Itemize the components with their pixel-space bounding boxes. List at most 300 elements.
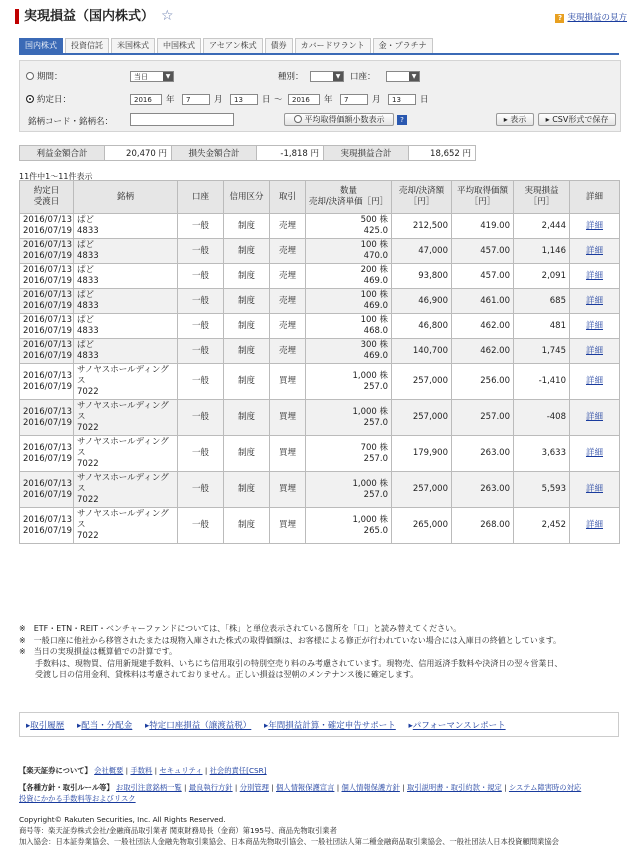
footer-link[interactable]: 最良執行方針	[188, 783, 233, 792]
cell-dates	[20, 436, 74, 472]
from-month-value: 7	[186, 96, 191, 104]
cell-pl-pl: 1,146	[541, 245, 566, 256]
cell-avg	[452, 364, 514, 400]
cell-dates	[20, 289, 74, 314]
cell-pl	[514, 314, 570, 339]
detail-link-detail[interactable]: 詳細	[585, 295, 603, 306]
cell-type	[270, 339, 306, 364]
from-day-value: 13	[234, 96, 243, 104]
cell-avg	[452, 472, 514, 508]
table-row	[20, 339, 620, 364]
cell-amount-amount: 47,000	[418, 245, 448, 256]
arrow-icon: ▸	[145, 721, 150, 731]
cell-security	[74, 436, 178, 472]
cell-dates-settle_date: 2016/07/19	[23, 453, 72, 464]
question-icon[interactable]: ?	[397, 115, 407, 125]
cell-security-code: 4833	[77, 326, 99, 336]
detail-link-detail[interactable]: 詳細	[585, 345, 603, 356]
cell-dates-trade_date: 2016/07/13	[23, 478, 72, 489]
to-day-select[interactable]	[388, 94, 416, 105]
cell-account-account: 一般	[191, 320, 209, 331]
table-row	[20, 508, 620, 544]
detail-link[interactable]	[570, 436, 620, 472]
cell-margin	[224, 289, 270, 314]
cell-security	[74, 314, 178, 339]
cell-amount	[392, 472, 452, 508]
arrow-icon: ▸	[408, 721, 413, 731]
cell-avg-avg: 263.00	[480, 484, 510, 494]
header-avg-price: 平均取得価額 ［円］	[452, 181, 514, 214]
table-row	[20, 289, 620, 314]
cell-pl-pl: 5,593	[541, 484, 566, 494]
help-link[interactable]	[555, 11, 627, 23]
cell-margin	[224, 364, 270, 400]
tab-china-stock[interactable]: 中国株式	[157, 38, 201, 54]
cell-qty-price-price: 469.0	[363, 301, 388, 311]
cell-amount	[392, 289, 452, 314]
table-row	[20, 436, 620, 472]
cell-account-account: 一般	[191, 295, 209, 306]
cell-security	[74, 472, 178, 508]
cell-account	[178, 289, 224, 314]
detail-link-detail[interactable]: 詳細	[585, 520, 603, 530]
table-row	[20, 314, 620, 339]
favorite-star-icon[interactable]: ☆	[161, 8, 174, 24]
footer-link[interactable]: 社会的責任[CSR]	[209, 766, 267, 775]
show-button-label: 表示	[510, 115, 527, 124]
product-tabs	[19, 38, 435, 53]
cell-security-name: ぱど	[77, 240, 95, 250]
to-year-value: 2016	[292, 96, 310, 104]
cell-qty-price-qty: 1,000 株	[352, 478, 388, 489]
cell-qty-price-qty: 100 株	[360, 240, 388, 250]
header-name: 銘柄	[74, 181, 178, 214]
header-qty-price: 数量 売却/決済単価［円］	[306, 181, 392, 214]
arrow-icon: ▸	[264, 721, 269, 731]
cell-pl	[514, 436, 570, 472]
cell-avg-avg: 263.00	[480, 448, 510, 458]
cell-type	[270, 472, 306, 508]
cell-account-account: 一般	[191, 412, 209, 422]
from-month-select[interactable]	[182, 94, 210, 105]
cell-security	[74, 214, 178, 239]
detail-link[interactable]	[570, 264, 620, 289]
footer-link[interactable]: 会社概要	[94, 766, 124, 775]
cell-dates	[20, 264, 74, 289]
cell-type	[270, 214, 306, 239]
cell-type-type: 買埋	[278, 412, 296, 422]
date-radio-row[interactable]	[26, 93, 71, 105]
cell-security-code: 7022	[77, 531, 99, 541]
realized-pl-table	[19, 180, 620, 544]
date-label: 約定日：	[37, 95, 72, 105]
code-label: 銘柄コード・銘柄名：	[28, 117, 114, 127]
total-value: 18,652 円	[409, 146, 476, 161]
cell-qty-price	[306, 264, 392, 289]
cell-qty-price	[306, 364, 392, 400]
cell-qty-price-qty: 200 株	[360, 265, 388, 275]
cell-security	[74, 264, 178, 289]
note-line: ※ ETF・ETN・REIT・ベンチャーファンドについては、「株」と単位表示されている箇所を「口」と読み替えてください。	[19, 624, 462, 633]
cell-dates	[20, 339, 74, 364]
cell-margin-margin: 制度	[237, 376, 255, 386]
footer-link[interactable]: 投資にかかる手数料等およびリスク	[19, 794, 136, 803]
cell-margin-margin: 制度	[237, 345, 255, 356]
detail-link-detail[interactable]: 詳細	[585, 412, 603, 422]
cell-amount-amount: 257,000	[412, 412, 448, 422]
year-unit: 年	[324, 95, 333, 105]
notes	[19, 623, 624, 681]
cell-qty-price-qty: 1,000 株	[352, 370, 388, 381]
detail-link[interactable]	[570, 239, 620, 264]
tab-gold-platinum[interactable]: 金・プラチナ	[373, 38, 433, 54]
cell-dates-trade_date: 2016/07/13	[23, 290, 72, 300]
cell-avg	[452, 436, 514, 472]
cell-qty-price-price: 468.0	[363, 326, 388, 336]
tab-mutual-fund[interactable]: 投資信託	[65, 38, 109, 54]
cell-pl	[514, 400, 570, 436]
detail-link-detail[interactable]: 詳細	[585, 270, 603, 281]
cell-amount-amount: 93,800	[418, 270, 448, 281]
cell-qty-price-price: 470.0	[363, 251, 388, 261]
cell-amount-amount: 265,000	[412, 520, 448, 530]
table-row	[20, 264, 620, 289]
cell-pl-pl: 685	[549, 295, 566, 306]
cell-security	[74, 364, 178, 400]
cell-amount	[392, 214, 452, 239]
cell-avg-avg: 257.00	[480, 412, 510, 422]
footer-link[interactable]: 取引説明書・取引約款・規定	[406, 783, 502, 792]
header-detail: 詳細	[570, 181, 620, 214]
cell-qty-price	[306, 400, 392, 436]
footer-policy-label: 【各種方針・取引ルール等】	[19, 783, 114, 792]
cell-margin	[224, 508, 270, 544]
cell-dates-settle_date: 2016/07/19	[23, 489, 72, 500]
cell-account	[178, 339, 224, 364]
cell-amount-amount: 140,700	[412, 345, 448, 356]
cell-qty-price	[306, 508, 392, 544]
cell-account	[178, 472, 224, 508]
association-info: 加入協会：日本証券業協会、一般社団法人金融先物取引業協会、日本商品先物取引協会、一般社団法人第二種金融商品取引業協会、一般社団法人日本投資顧問業協会	[19, 837, 559, 846]
detail-link[interactable]	[570, 472, 620, 508]
cell-type	[270, 508, 306, 544]
tab-domestic-stock[interactable]: 国内株式	[19, 38, 63, 54]
month-unit: 月	[214, 95, 223, 105]
to-month-value: 7	[344, 96, 349, 104]
tab-covered-warrant[interactable]: カバードワラント	[295, 38, 371, 54]
table-row	[20, 472, 620, 508]
csv-button-label: CSV形式で保存	[552, 115, 609, 124]
cell-qty-price	[306, 214, 392, 239]
cell-qty-price	[306, 314, 392, 339]
avg-decimal-label: 平均取得価額小数表示	[304, 115, 385, 124]
detail-link-detail[interactable]: 詳細	[585, 320, 603, 331]
tab-us-stock[interactable]: 米国株式	[111, 38, 155, 54]
link-dividends[interactable]: 配当・分配金	[81, 721, 133, 731]
cell-avg-avg: 461.00	[480, 295, 510, 306]
cell-pl	[514, 239, 570, 264]
cell-dates-trade_date: 2016/07/13	[23, 265, 72, 275]
cell-dates	[20, 214, 74, 239]
cell-security-name: ぱど	[77, 265, 95, 275]
cell-pl-pl: 481	[549, 320, 566, 331]
detail-link-detail[interactable]: 詳細	[585, 245, 603, 256]
link-performance-report[interactable]: パフォーマンスレポート	[412, 721, 506, 731]
cell-qty-price-price: 257.0	[363, 417, 388, 428]
cell-avg-avg: 457.00	[480, 245, 510, 256]
avg-decimal-button[interactable]	[284, 113, 394, 126]
detail-link[interactable]	[570, 508, 620, 544]
cell-qty-price-qty: 700 株	[360, 442, 388, 453]
loss-label: 損失金額合計	[172, 146, 257, 161]
footer-link[interactable]: 分別管理	[239, 783, 269, 792]
search-panel	[19, 60, 621, 132]
account-select[interactable]	[386, 71, 420, 82]
cell-avg	[452, 264, 514, 289]
footer-policy-row: 【各種方針・取引ルール等】 お取引注意銘柄一覧 | 最良執行方針 | 分別管理 | 個人情報保護宣言 | 個人情報保護方針 | 取引説明書・取引約款・規定 | システム障害時の対応 投資にかかる手数料等およびリスク	[19, 783, 582, 803]
type-select[interactable]	[310, 71, 344, 82]
note-line: 手数料は、現物買、信用新規建手数料、いちにち信用取引の特別空売り料のみ考慮されています。現物売、信用返済手数料や決済日の翌々営業日、	[19, 658, 563, 668]
detail-link[interactable]	[570, 364, 620, 400]
cell-security-name: サノヤスホールディングス	[77, 437, 169, 458]
csv-save-button[interactable]: ▸ CSV形式で保存	[538, 113, 616, 126]
cell-dates-settle_date: 2016/07/19	[23, 525, 72, 536]
license-info: 商号等：楽天証券株式会社/金融商品取引業者 関東財務局長（金商）第195号、商品先物取引業者	[19, 826, 337, 835]
cell-qty-price-qty: 100 株	[360, 290, 388, 300]
month-unit: 月	[372, 95, 381, 105]
cell-qty-price-qty: 500 株	[360, 215, 388, 225]
footer	[19, 765, 624, 847]
tab-bond[interactable]: 債券	[265, 38, 293, 54]
cell-margin-margin: 制度	[237, 484, 255, 494]
to-day-value: 13	[392, 96, 401, 104]
cell-avg	[452, 314, 514, 339]
cell-pl-pl: -408	[546, 412, 566, 422]
cell-dates-trade_date: 2016/07/13	[23, 215, 72, 225]
header-amount: 売却/決済額 ［円］	[392, 181, 452, 214]
cell-margin	[224, 436, 270, 472]
cell-qty-price-price: 257.0	[363, 453, 388, 464]
cell-margin	[224, 472, 270, 508]
table-header-row	[20, 181, 620, 214]
cell-qty-price	[306, 289, 392, 314]
cell-dates-trade_date: 2016/07/13	[23, 442, 72, 453]
cell-account	[178, 436, 224, 472]
cell-margin	[224, 264, 270, 289]
cell-dates-trade_date: 2016/07/13	[23, 340, 72, 350]
cell-dates-settle_date: 2016/07/19	[23, 251, 72, 261]
cell-dates	[20, 472, 74, 508]
cell-security-name: ぱど	[77, 290, 95, 300]
cell-qty-price-price: 425.0	[363, 226, 388, 236]
related-links-bar	[19, 712, 619, 737]
table-body	[20, 214, 620, 544]
show-button[interactable]: ▸ 表示	[496, 113, 534, 126]
cell-pl-pl: 2,091	[541, 270, 566, 281]
type-label: 種別：	[278, 72, 304, 82]
cell-margin	[224, 400, 270, 436]
header-account: 口座	[178, 181, 224, 214]
cell-qty-price	[306, 472, 392, 508]
cell-pl-pl: 2,444	[541, 220, 566, 231]
cell-security-code: 7022	[77, 495, 99, 505]
cell-amount	[392, 436, 452, 472]
detail-link-detail[interactable]: 詳細	[585, 448, 603, 458]
table-row	[20, 214, 620, 239]
cell-dates-settle_date: 2016/07/19	[23, 351, 72, 361]
loss-value: -1,818 円	[257, 146, 324, 161]
period-label: 期間：	[37, 72, 63, 82]
cell-avg	[452, 339, 514, 364]
page-title: 実現損益（国内株式）	[15, 9, 154, 24]
cell-security-name: ぱど	[77, 340, 95, 350]
link-annual-pl[interactable]: 年間損益計算・確定申告サポート	[268, 721, 396, 731]
help-link-text: 実現損益の見方	[567, 13, 627, 23]
cell-pl-pl: 3,633	[541, 448, 566, 458]
cell-amount	[392, 339, 452, 364]
cell-qty-price-price: 265.0	[363, 525, 388, 536]
cell-account-account: 一般	[191, 245, 209, 256]
detail-link[interactable]	[570, 214, 620, 239]
cell-dates-settle_date: 2016/07/19	[23, 326, 72, 336]
cell-qty-price-qty: 1,000 株	[352, 406, 388, 417]
date-radio[interactable]	[26, 95, 34, 103]
help-icon: ?	[555, 14, 564, 23]
cell-qty-price-price: 257.0	[363, 489, 388, 500]
to-month-select[interactable]	[340, 94, 368, 105]
cell-dates	[20, 314, 74, 339]
cell-type-type: 売埋	[278, 270, 296, 281]
cell-amount-amount: 179,900	[412, 448, 448, 458]
arrow-icon: ▸	[26, 721, 31, 731]
cell-margin	[224, 339, 270, 364]
detail-link-detail[interactable]: 詳細	[585, 484, 603, 494]
detail-link-detail[interactable]: 詳細	[585, 220, 603, 231]
detail-link[interactable]	[570, 339, 620, 364]
cell-security-name: ぱど	[77, 315, 95, 325]
cell-security	[74, 239, 178, 264]
detail-link[interactable]	[570, 289, 620, 314]
cell-security-name: サノヤスホールディングス	[77, 401, 169, 422]
cell-security-code: 4833	[77, 276, 99, 286]
tab-asean-stock[interactable]: アセアン株式	[203, 38, 263, 54]
cell-security-code: 4833	[77, 351, 99, 361]
title-bar	[15, 6, 627, 28]
footer-link[interactable]: 個人情報保護方針	[341, 783, 400, 792]
cell-qty-price-qty: 300 株	[360, 340, 388, 350]
footer-link[interactable]: セキュリティ	[159, 766, 203, 775]
cell-pl-pl: 2,452	[541, 520, 566, 530]
cell-amount	[392, 400, 452, 436]
note-line: ※ 当日の実現損益は概算値での計算です。	[19, 647, 178, 656]
footer-about-row: 【楽天証券について】 会社概要 | 手数料 | セキュリティ | 社会的責任[CSR]	[19, 766, 267, 775]
day-unit: 日	[420, 95, 429, 105]
profit-value: 20,470 円	[105, 146, 172, 161]
cell-account-account: 一般	[191, 376, 209, 386]
period-radio[interactable]	[26, 72, 34, 80]
cell-type-type: 売埋	[278, 220, 296, 231]
header-trade-date: 約定日 受渡日	[20, 181, 74, 214]
cell-security-code: 7022	[77, 387, 99, 397]
period-select[interactable]	[130, 71, 174, 82]
footer-link[interactable]: システム障害時の対応	[508, 783, 582, 792]
cell-margin-margin: 制度	[237, 412, 255, 422]
cell-dates-settle_date: 2016/07/19	[23, 276, 72, 286]
cell-security-code: 7022	[77, 423, 99, 433]
link-specific-account[interactable]: 特定口座損益（譲渡益税）	[149, 721, 252, 731]
cell-account-account: 一般	[191, 220, 209, 231]
cell-account-account: 一般	[191, 520, 209, 530]
header-realized-pl: 実現損益 ［円］	[514, 181, 570, 214]
cell-margin-margin: 制度	[237, 245, 255, 256]
cell-avg-avg: 268.00	[480, 520, 510, 530]
cell-avg	[452, 214, 514, 239]
cell-pl	[514, 472, 570, 508]
cell-avg	[452, 289, 514, 314]
cell-type-type: 買埋	[278, 484, 296, 494]
cell-avg-avg: 419.00	[480, 220, 510, 231]
detail-link-detail[interactable]: 詳細	[585, 376, 603, 386]
cell-security-name: サノヤスホールディングス	[77, 365, 169, 386]
cell-account	[178, 314, 224, 339]
cell-type	[270, 289, 306, 314]
cell-margin-margin: 制度	[237, 295, 255, 306]
cell-dates-trade_date: 2016/07/13	[23, 406, 72, 417]
cell-type-type: 買埋	[278, 520, 296, 530]
table-row	[20, 400, 620, 436]
cell-amount-amount: 257,000	[412, 484, 448, 494]
cell-amount-amount: 46,900	[418, 295, 448, 306]
cell-type-type: 売埋	[278, 295, 296, 306]
detail-link[interactable]	[570, 400, 620, 436]
cell-security-name: サノヤスホールディングス	[77, 509, 169, 530]
detail-link[interactable]	[570, 314, 620, 339]
arrow-icon: ▸	[77, 721, 82, 731]
day-unit: 日	[262, 95, 271, 105]
cell-pl	[514, 339, 570, 364]
cell-dates-trade_date: 2016/07/13	[23, 240, 72, 250]
footer-link[interactable]: お取引注意銘柄一覧	[116, 783, 182, 792]
cell-qty-price-price: 469.0	[363, 276, 388, 286]
cell-dates	[20, 364, 74, 400]
from-day-select[interactable]	[230, 94, 258, 105]
period-select-value: 当日	[134, 73, 148, 81]
footer-link[interactable]: 個人情報保護宣言	[276, 783, 335, 792]
summary-table	[19, 145, 476, 161]
from-year-select[interactable]	[130, 94, 162, 105]
cell-type	[270, 314, 306, 339]
cell-type	[270, 400, 306, 436]
cell-dates	[20, 239, 74, 264]
cell-type-type: 売埋	[278, 320, 296, 331]
year-unit: 年	[166, 95, 175, 105]
cell-amount	[392, 364, 452, 400]
cell-dates-trade_date: 2016/07/13	[23, 514, 72, 525]
link-trade-history[interactable]: 取引履歴	[30, 721, 65, 731]
cell-pl	[514, 264, 570, 289]
cell-pl-pl: -1,410	[538, 376, 566, 386]
cell-type	[270, 264, 306, 289]
cell-security-name: サノヤスホールディングス	[77, 473, 169, 494]
result-count: 11件中1〜11件表示	[19, 172, 93, 181]
period-radio-row[interactable]	[26, 70, 63, 82]
cell-dates-trade_date: 2016/07/13	[23, 315, 72, 325]
cell-security-name: ぱど	[77, 215, 95, 225]
cell-type	[270, 436, 306, 472]
to-year-select[interactable]	[288, 94, 320, 105]
code-input[interactable]	[130, 113, 234, 126]
footer-link[interactable]: 手数料	[130, 766, 153, 775]
